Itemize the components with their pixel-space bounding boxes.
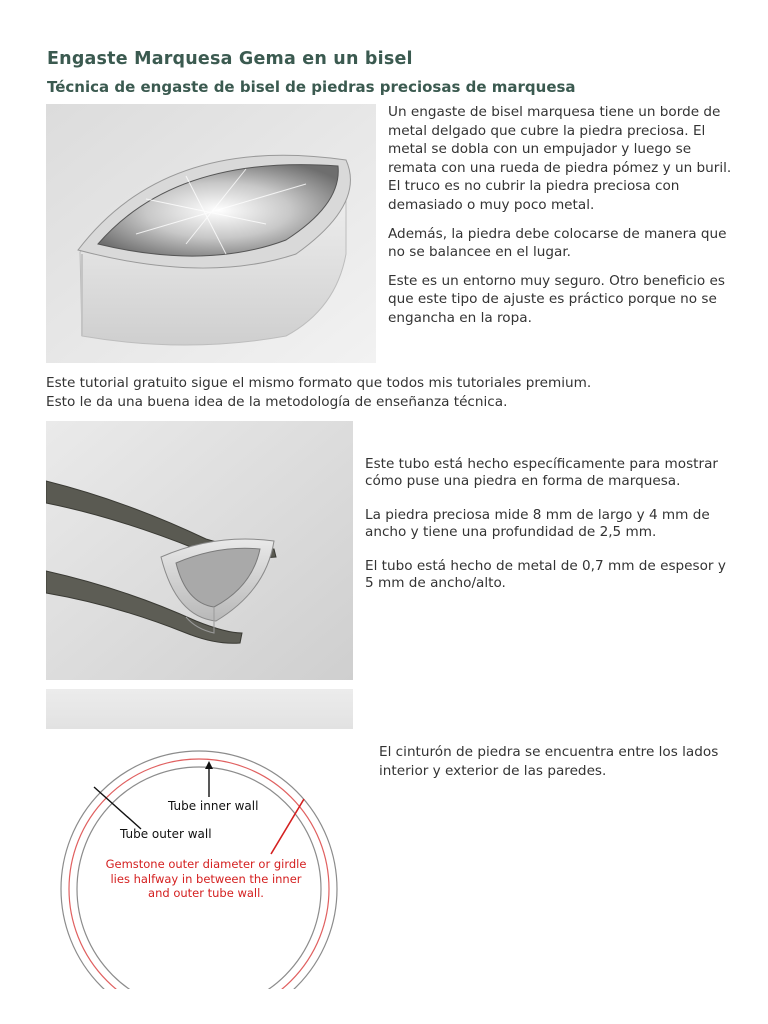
section2-paragraph-1: Este tubo está hecho específicamente para mostrar cómo puse una piedra en forma de marquesa. xyxy=(365,456,718,489)
tube-tweezers-photo xyxy=(46,421,353,680)
outer-wall-arrow xyxy=(94,787,141,829)
section3-paragraph-1: El cinturón de piedra se encuentra entre los lados interior y exterior de las paredes. xyxy=(379,744,719,779)
intro-line-1: Este tutorial gratuito sigue el mismo formato que todos mis tutoriales premium. xyxy=(46,375,592,391)
page-subtitle: Técnica de engaste de bisel de piedras preciosas de marquesa xyxy=(47,78,576,96)
section2-paragraph-2: La piedra preciosa mide 8 mm de largo y 4 mm de ancho y tiene una profundidad de 2,5 mm. xyxy=(365,507,710,540)
label-tube-inner-wall: Tube inner wall xyxy=(168,799,259,813)
intro-text xyxy=(46,374,746,411)
section1-paragraph-2: Además, la piedra debe colocarse de manera que no se balancee en el lugar. xyxy=(388,225,727,261)
tube-wall-diagram xyxy=(46,689,353,989)
marquise-bezel-photo xyxy=(46,104,376,363)
section2-paragraph-3: El tubo está hecho de metal de 0,7 mm de espesor y 5 mm de ancho/alto. xyxy=(365,558,726,591)
section1-paragraph-3: Este es un entorno muy seguro. Otro beneficio es que este tipo de ajuste es práctico porque no se engancha en la ropa. xyxy=(388,272,725,326)
page-title: Engaste Marquesa Gema en un bisel xyxy=(47,49,413,69)
section1-paragraph-1: Un engaste de bisel marquesa tiene un borde de metal delgado que cubre la piedra preciosa. El metal se dobla con un empujador y luego se remata con una rueda de piedra pómez y un buril. El truco es no cubrir la piedra preciosa con demasiado o muy poco metal. xyxy=(388,104,732,213)
intro-line-2: Esto le da una buena idea de la metodología de enseñanza técnica. xyxy=(46,393,508,410)
section1-text xyxy=(388,103,733,338)
girdle-note xyxy=(86,857,326,901)
section2-text xyxy=(365,456,735,602)
girdle-note-line-2: lies halfway in between the inner xyxy=(110,871,302,886)
label-tube-outer-wall: Tube outer wall xyxy=(120,827,212,841)
girdle-note-line-1: Gemstone outer diameter or girdle xyxy=(105,857,307,871)
girdle-note-line-3: and outer tube wall. xyxy=(148,886,264,900)
section3-text xyxy=(379,743,724,790)
girdle-arrow xyxy=(271,799,304,854)
